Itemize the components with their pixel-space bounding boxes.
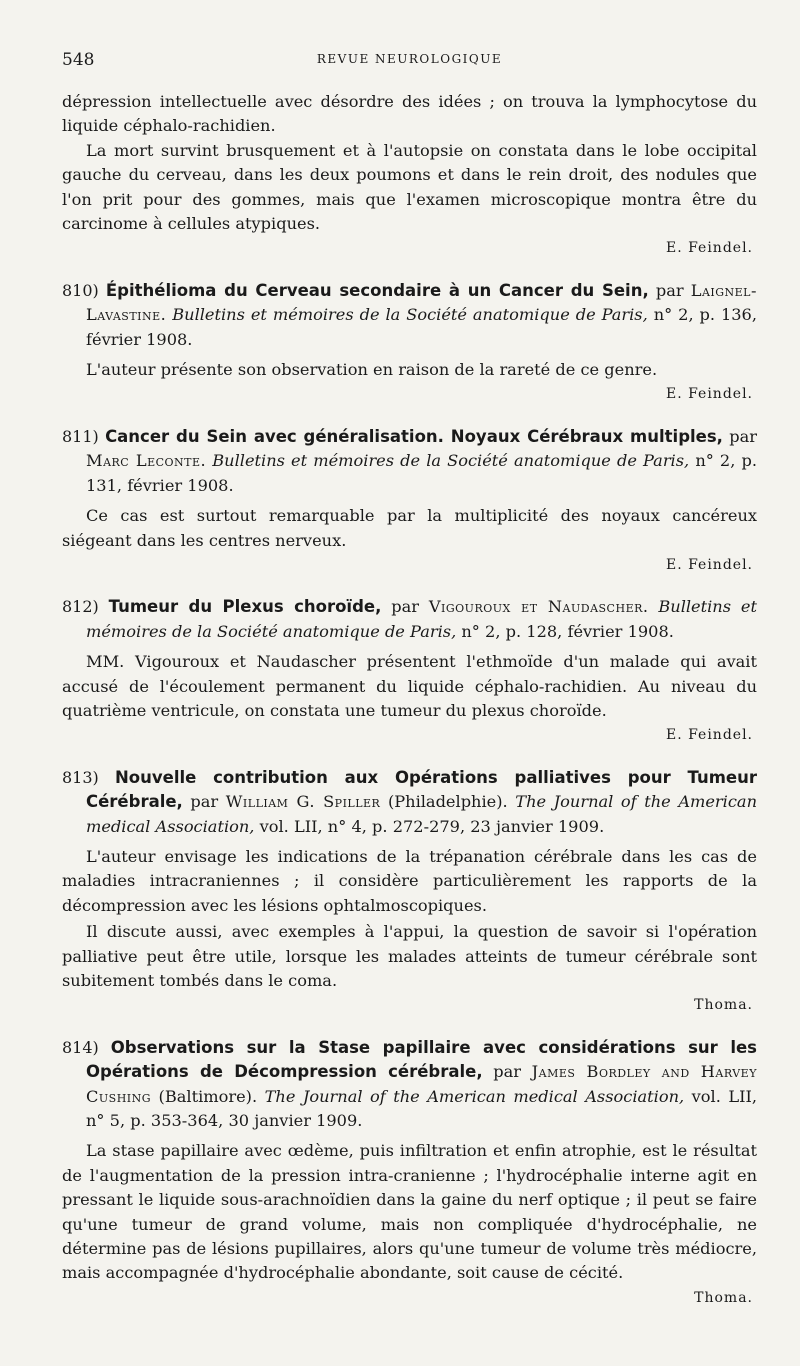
entry-authors: Vigouroux et Naudascher. <box>428 597 649 617</box>
entry-affiliation: (Philadelphie). <box>387 792 508 812</box>
entry-signature: E. Feindel. <box>665 556 753 573</box>
entry-body-paragraph <box>62 1139 757 1285</box>
entry-journal: The Journal of the American medical Association, <box>264 1086 685 1106</box>
entry-heading <box>62 1036 757 1134</box>
entry-heading <box>62 595 757 644</box>
entry-citation-details: vol. LII, n° 5, p. 353-364, 30 janvier 1909. <box>86 1086 758 1131</box>
abstract-entry <box>62 279 757 407</box>
intro-paragraph-2-text: La mort survint brusquement et à l'autopsie on constata dans le lobe occipital gauche du cerveau, dans les deux poumons et dans le rein droit, des nodules que l'on prit pour des gommes, mais que l'examen microscopique montra être du carcinome à cellules atypiques. <box>62 140 757 234</box>
intro-section <box>62 90 757 261</box>
abstract-entry <box>62 595 757 747</box>
entry-authors: William G. Spiller <box>225 792 381 812</box>
entry-body-paragraph <box>62 358 757 382</box>
entry-number: 811) <box>62 426 99 446</box>
entry-title: Tumeur du Plexus choroïde, <box>108 597 382 617</box>
entry-signature: Thoma. <box>694 1289 753 1306</box>
entry-body-text: Il discute aussi, avec exemples à l'appui, la question de savoir si l'opération palliative peut être utile, lorsque les malades atteints de tumeur cérébrale sont subitement tombés dans le coma. <box>62 922 757 990</box>
entry-heading <box>62 766 757 839</box>
entry-heading <box>62 425 757 498</box>
intro-paragraph-2 <box>62 139 757 237</box>
intro-signature: E. Feindel. <box>665 240 753 257</box>
entry-title: Épithélioma du Cerveau secondaire à un Cancer du Sein, <box>105 280 649 300</box>
abstract-entry <box>62 425 757 577</box>
page <box>62 44 757 1310</box>
entry-body-paragraph <box>62 920 757 993</box>
entry-body-paragraph <box>62 504 757 553</box>
entry-body-text: Ce cas est surtout remarquable par la multiplicité des noyaux cancéreux siégeant dans les centres nerveux. <box>62 506 757 550</box>
entry-signature: Thoma. <box>694 997 753 1014</box>
entry-citation-details: vol. LII, n° 4, p. 272-279, 23 janvier 1909. <box>259 816 605 836</box>
entry-title: Cancer du Sein avec généralisation. Noyaux Cérébraux multiples, <box>105 426 723 446</box>
intro-paragraph-1: dépression intellectuelle avec désordre des idées ; on trouva la lymphocytose du liquide céphalo-rachidien. <box>62 92 757 136</box>
entry-body-text: La stase papillaire avec œdème, puis infiltration et enfin atrophie, est le résultat de l'augmentation de la pression intra-cranienne ; l'hydrocéphalie interne agit en pressant le liquide sous-arachnoïdien dans la gaine du nerf optique ; il peut se faire qu'une tumeur de grand volume, mais non compliquée d'hydrocéphalie, ne détermine pas de lésions pupillaires, alors qu'une tumeur de volume très médiocre, mais accompagnée d'hydrocéphalie abondante, soit cause de cécité. <box>62 1141 757 1283</box>
entry-title: Observations sur la Stase papillaire avec considérations sur les Opérations de Décompression cérébrale, <box>86 1037 757 1082</box>
entry-body-text: L'auteur envisage les indications de la trépanation cérébrale dans les cas de maladies intracraniennes ; il considère particulièrement les rapports de la décompression avec les lésions ophtalmoscopiques. <box>62 846 757 915</box>
entry-body-text: L'auteur présente son observation en raison de la rareté de ce genre. <box>86 360 658 380</box>
entry-by: par <box>190 792 219 812</box>
entry-journal: Bulletins et mémoires de la Société anatomique de Paris, <box>172 305 648 325</box>
page-header <box>62 44 757 70</box>
abstract-entry <box>62 766 757 1018</box>
entry-authors: James Bordley and Harvey Cushing <box>86 1062 757 1106</box>
entry-authors: Laignel-Lavastine. <box>86 280 757 325</box>
entry-body-text: MM. Vigouroux et Naudascher présentent l'ethmoïde d'un malade qui avait accusé de l'écoulement permanent du liquide céphalo-rachidien. Au niveau du quatrième ventricule, on constata une tumeur du plexus choroïde. <box>62 652 757 720</box>
entry-by: par <box>729 426 757 446</box>
page-number: 548 <box>62 50 95 70</box>
entry-journal: The Journal of the American medical Association, <box>86 792 757 836</box>
entry-journal: Bulletins et mémoires de la Société anatomique de Paris, <box>212 451 690 471</box>
entry-heading <box>62 279 757 352</box>
entry-by: par <box>655 280 684 300</box>
entry-number: 810) <box>62 280 99 300</box>
entry-signature: E. Feindel. <box>665 386 753 403</box>
entry-citation-details: n° 2, p. 128, février 1908. <box>461 621 674 641</box>
entry-journal: Bulletins et mémoires de la Société anatomique de Paris, <box>86 597 757 641</box>
entry-affiliation: (Baltimore). <box>158 1086 258 1106</box>
abstract-entry <box>62 1036 757 1310</box>
entry-title: Nouvelle contribution aux Opérations palliatives pour Tumeur Cérébrale, <box>86 767 757 812</box>
entry-signature: E. Feindel. <box>665 727 753 744</box>
entry-citation-details: n° 2, p. 136, février 1908. <box>86 305 757 349</box>
running-title: REVUE NEUROLOGIQUE <box>316 52 503 66</box>
entry-number: 813) <box>62 767 99 787</box>
entry-by: par <box>391 597 419 617</box>
entry-body-paragraph <box>62 650 757 723</box>
entry-by: par <box>493 1062 522 1082</box>
entry-body-paragraph <box>62 845 757 918</box>
abstract-list <box>62 279 757 1310</box>
entry-number: 812) <box>62 597 99 617</box>
entry-authors: Marc Leconte. <box>86 451 207 471</box>
entry-citation-details: n° 2, p. 131, février 1908. <box>86 451 757 495</box>
entry-number: 814) <box>62 1037 99 1057</box>
